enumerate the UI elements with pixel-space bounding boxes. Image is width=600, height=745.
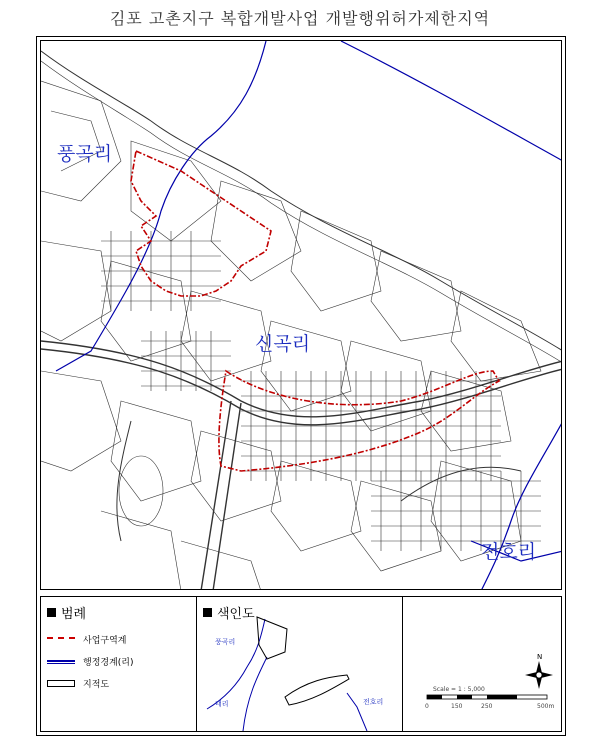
scale-tick-0: 0 [425, 703, 429, 710]
parcel-lines [41, 51, 562, 590]
north-arrow-icon [403, 597, 561, 731]
index-map-canvas [197, 597, 403, 731]
legend-heading: 범례 [47, 603, 86, 622]
admin-boundary [56, 41, 562, 590]
square-bullet-icon [47, 608, 56, 617]
legend-item-project-area: 사업구역계 [47, 633, 126, 646]
main-map [40, 40, 562, 590]
map-canvas [41, 41, 562, 590]
scale-ratio: Scale = 1 : 5,000 [433, 686, 485, 693]
legend-item-cadastral: 지적도 [47, 677, 109, 690]
label-jeonho-ri: 전호리 [481, 541, 537, 563]
scale-bar [427, 695, 547, 699]
label-singok-ri: 신곡리 [255, 333, 311, 355]
scale-panel [403, 597, 561, 731]
scale-tick-250: 250 [481, 703, 493, 710]
scale-tick-150: 150 [451, 703, 463, 710]
index-label-jeonho: 전호리 [363, 698, 384, 706]
legend-panel [41, 597, 197, 731]
parcel-box-icon [47, 680, 75, 687]
north-label: N [537, 653, 543, 661]
index-map-heading: 색인도 [203, 603, 255, 622]
legend-item-admin-boundary: 행정경계(리) [47, 655, 134, 668]
bottom-panel [40, 596, 562, 732]
index-label-taeri: 태리 [215, 700, 229, 708]
label-pungok-ri: 풍곡리 [57, 143, 113, 165]
dashed-red-line-icon [47, 637, 75, 643]
scale-tick-500m: 500m [537, 703, 555, 710]
map-title: 김포 고촌지구 복합개발사업 개발행위허가제한지역 [109, 9, 491, 28]
index-label-pungok: 풍곡리 [215, 638, 236, 646]
index-map-panel [197, 597, 403, 731]
blue-line-icon [47, 660, 75, 664]
